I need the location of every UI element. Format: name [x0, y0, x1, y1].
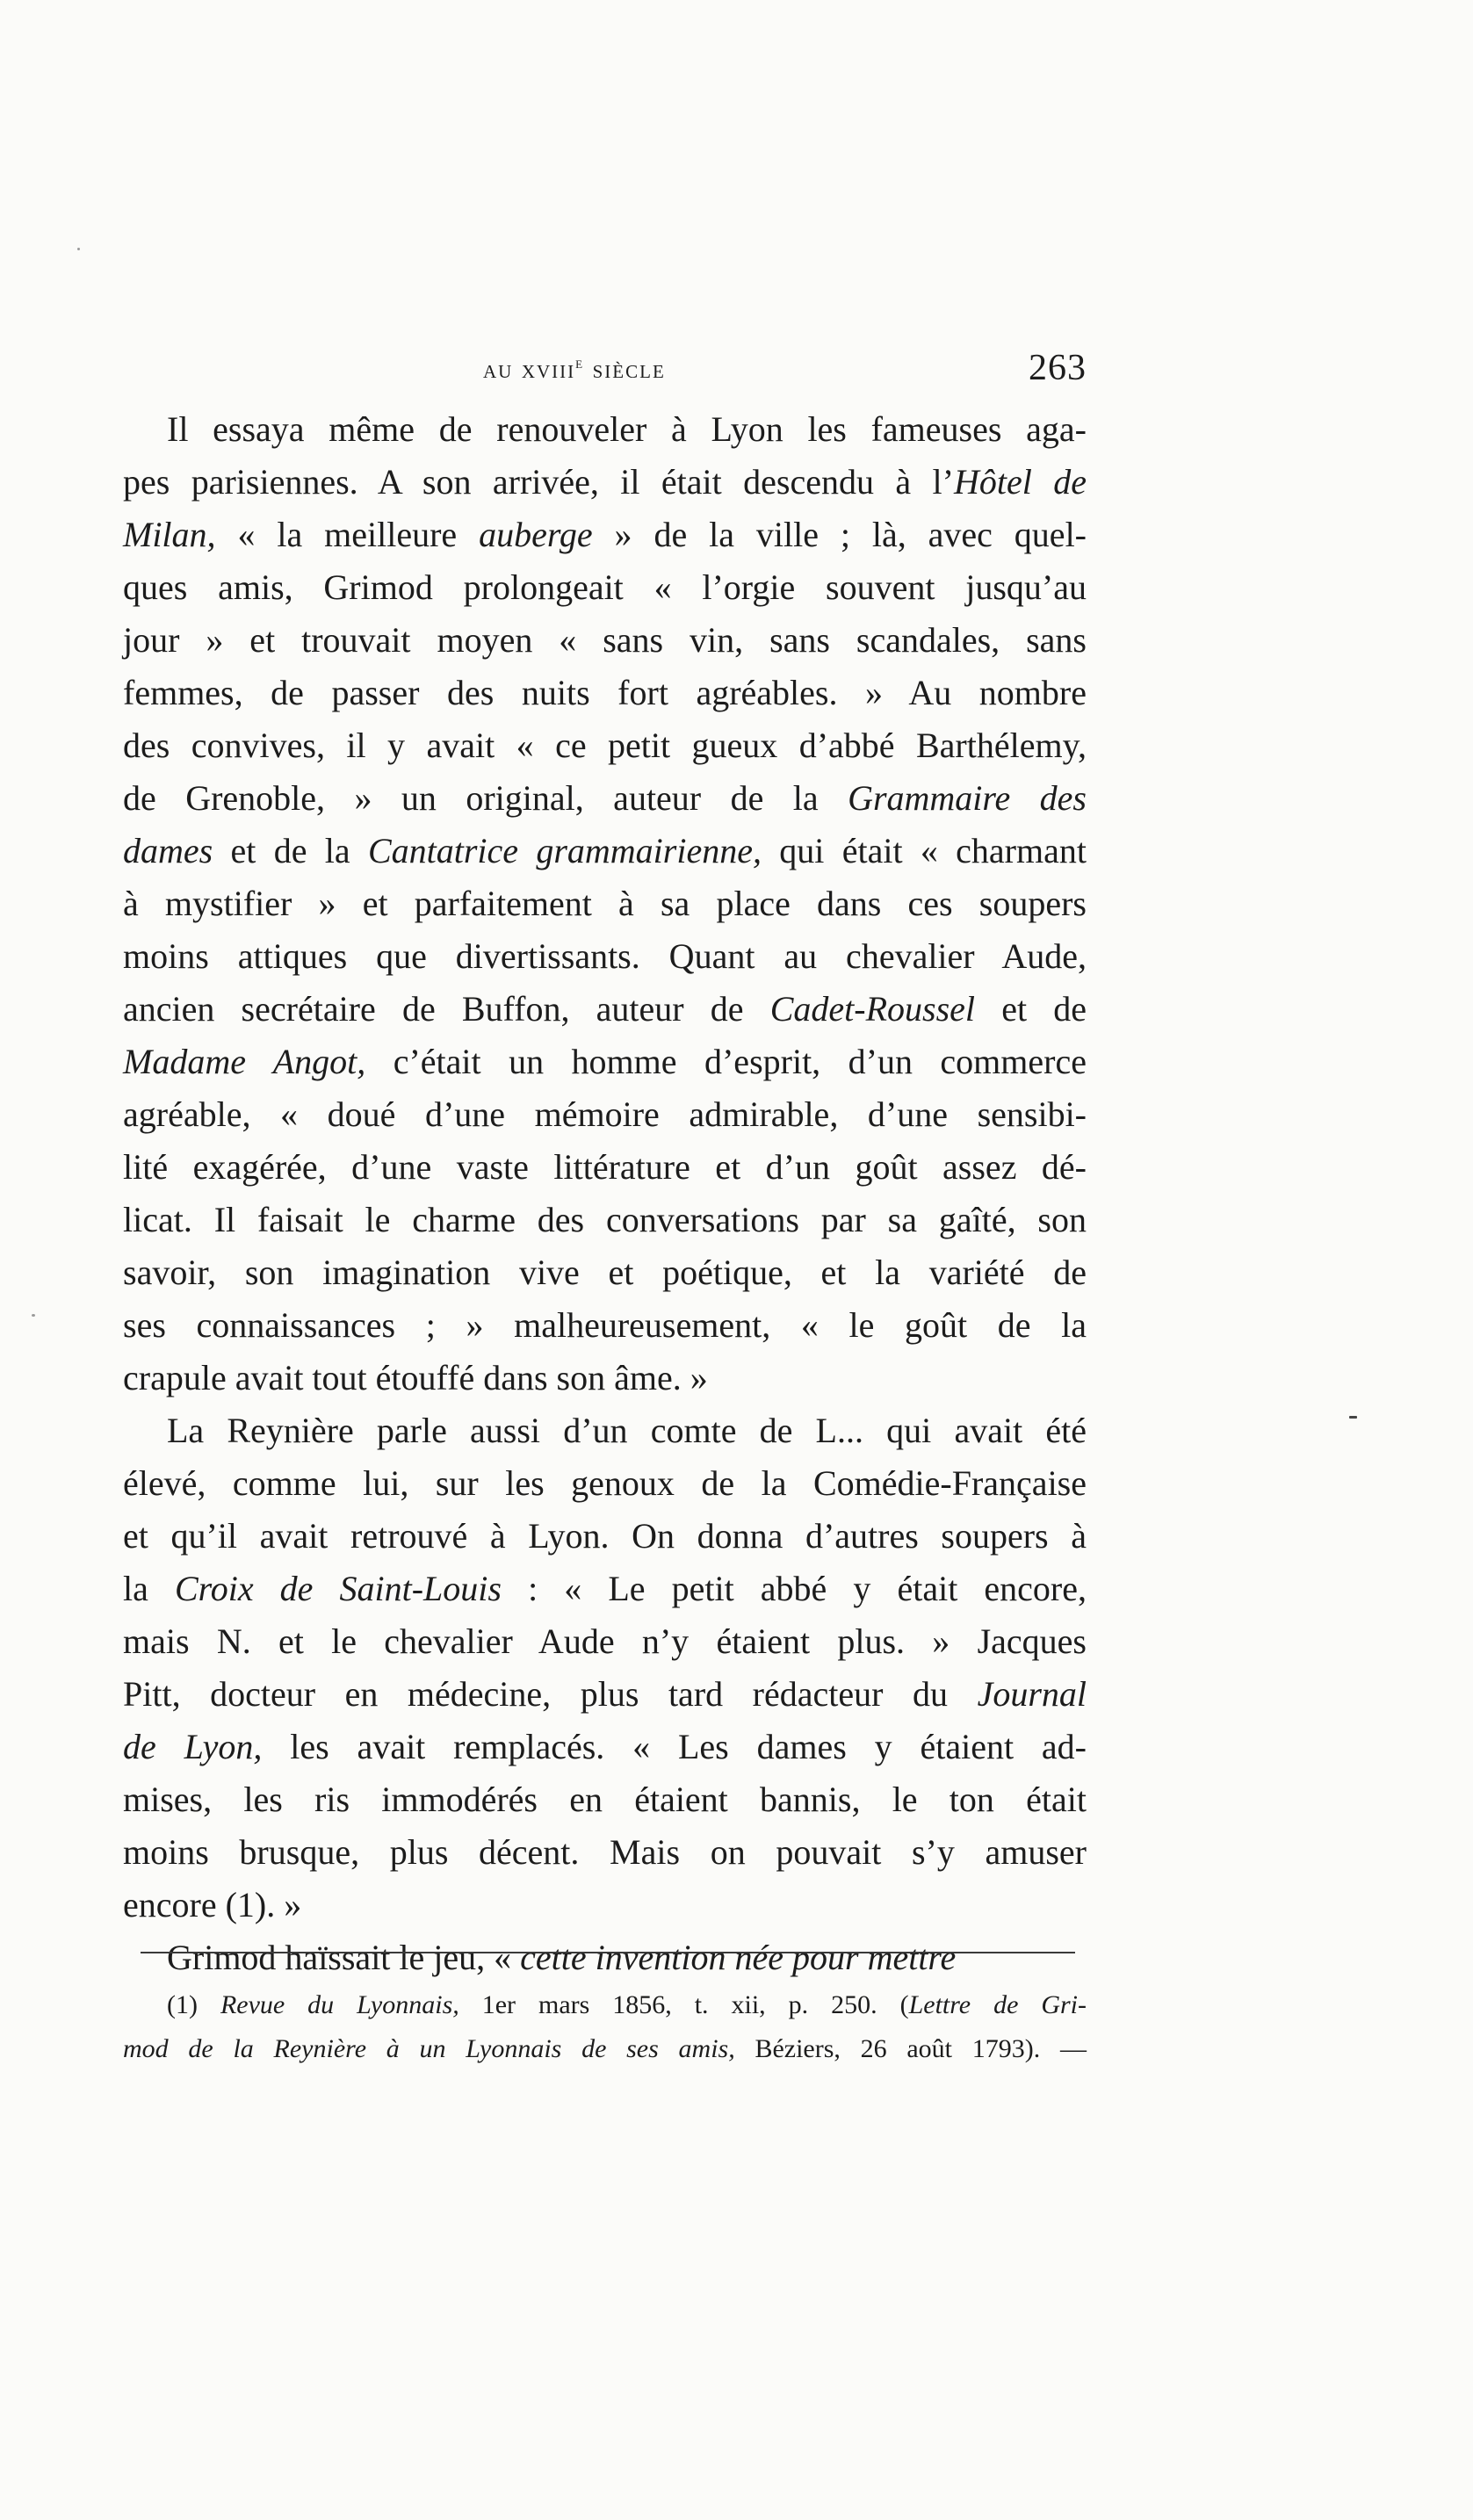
text-line	[123, 1299, 1087, 1352]
italic-segment: Croix de Saint-Louis	[174, 1569, 502, 1608]
italic-segment: Grammaire des	[848, 778, 1087, 818]
text-segment: élevé, comme lui, sur les genoux de la Comédie-Française	[123, 1463, 1087, 1503]
text-line	[123, 1194, 1087, 1246]
text-segment: Il essaya même de renouveler à Lyon les fameuses aga-	[167, 409, 1087, 449]
text-segment: c’était un homme d’esprit, d’un commerce	[365, 1042, 1087, 1081]
text-line	[123, 667, 1087, 719]
running-title-superscript: e	[575, 354, 585, 372]
italic-segment: Cantatrice grammairienne,	[367, 831, 762, 870]
running-title	[483, 354, 666, 385]
italic-segment: dames	[123, 831, 213, 870]
text-segment: « la meilleure	[215, 515, 480, 554]
text-segment: crapule avait tout étouffé dans son âme. »	[123, 1358, 708, 1397]
italic-segment: de Lyon,	[123, 1727, 263, 1766]
text-line	[123, 1036, 1087, 1088]
text-line	[123, 1879, 1087, 1932]
paragraph	[123, 1932, 1087, 1984]
text-line	[123, 456, 1087, 509]
text-line	[123, 1246, 1087, 1299]
italic-segment: Hôtel de	[953, 462, 1087, 502]
italic-segment: Cadet-Roussel	[769, 989, 976, 1029]
text-segment: La Reynière parle aussi d’un comte de L... qui avait été	[167, 1411, 1087, 1450]
italic-segment: cette invention née pour mettre	[520, 1938, 957, 1977]
text-line	[123, 1141, 1087, 1194]
text-segment: 1er mars 1856, t. xii, p. 250. (	[459, 1990, 909, 2019]
italic-segment: Milan,	[123, 515, 216, 554]
text-segment: agréable, « doué d’une mémoire admirable, d’une sensibi-	[123, 1094, 1087, 1134]
text-line	[123, 1615, 1087, 1668]
running-head	[123, 347, 1087, 400]
paragraph	[123, 403, 1087, 1404]
text-line	[123, 561, 1087, 614]
text-line	[123, 1352, 1087, 1404]
text-segment: pes parisiennes. A son arrivée, il était descendu à l’	[123, 462, 954, 502]
text-line	[123, 1932, 1087, 1984]
text-segment: jour » et trouvait moyen « sans vin, sans scandales, sans	[123, 620, 1087, 660]
text-segment: des convives, il y avait « ce petit gueux d’abbé Barthélemy,	[123, 726, 1087, 765]
text-line	[123, 877, 1087, 930]
text-line	[123, 1088, 1087, 1141]
text-line	[123, 1510, 1087, 1563]
running-title-prefix: au xviii	[483, 355, 576, 384]
text-line	[123, 825, 1087, 877]
text-segment: moins attiques que divertissants. Quant au chevalier Aude,	[123, 936, 1087, 976]
text-line	[123, 1983, 1087, 2027]
text-line	[123, 509, 1087, 561]
text-segment: » de la ville ; là, avec quel-	[592, 515, 1087, 554]
text-segment: licat. Il faisait le charme des conversations par sa gaîté, son	[123, 1200, 1087, 1239]
italic-segment: Revue du Lyonnais,	[220, 1990, 459, 2019]
text-segment: qui était « charmant	[761, 831, 1087, 870]
text-segment: : « Le petit abbé y était encore,	[501, 1569, 1087, 1608]
footnote-rule	[141, 1952, 1075, 1953]
text-line	[123, 719, 1087, 772]
text-segment: (1)	[167, 1990, 220, 2019]
text-segment: Pitt, docteur en médecine, plus tard rédacteur du	[123, 1674, 978, 1714]
text-segment: Béziers, 26 août 1793). —	[734, 2034, 1087, 2063]
text-line	[123, 1404, 1087, 1457]
text-segment: mais N. et le chevalier Aude n’y étaient plus. » Jacques	[123, 1621, 1087, 1661]
text-segment: encore (1). »	[123, 1885, 302, 1924]
text-segment: lité exagérée, d’une vaste littérature et d’un goût assez dé-	[123, 1147, 1087, 1187]
text-line	[123, 1457, 1087, 1510]
text-line	[123, 2027, 1087, 2071]
page-number: 263	[1029, 348, 1087, 388]
text-line	[123, 1668, 1087, 1721]
running-title-suffix: siècle	[584, 355, 666, 384]
text-segment: savoir, son imagination vive et poétique, et la variété de	[123, 1253, 1087, 1292]
italic-segment: Journal	[977, 1674, 1087, 1714]
text-segment: ques amis, Grimod prolongeait « l’orgie souvent jusqu’au	[123, 567, 1087, 607]
text-line	[123, 1563, 1087, 1615]
text-line	[123, 930, 1087, 983]
text-segment: à mystifier » et parfaitement à sa place dans ces soupers	[123, 884, 1087, 923]
italic-segment: auberge	[479, 515, 593, 554]
text-segment: la	[123, 1569, 175, 1608]
text-segment: et de	[975, 989, 1087, 1029]
text-segment: femmes, de passer des nuits fort agréables. » Au nombre	[123, 673, 1087, 712]
text-line	[123, 772, 1087, 825]
text-segment: et qu’il avait retrouvé à Lyon. On donna d’autres soupers à	[123, 1516, 1087, 1556]
italic-segment: Lettre de Gri-	[908, 1990, 1087, 2019]
text-segment: et de la	[213, 831, 368, 870]
text-line	[123, 614, 1087, 667]
text-line	[123, 1721, 1087, 1773]
text-line	[123, 983, 1087, 1036]
text-segment: Grimod haïssait le jeu, «	[167, 1938, 521, 1977]
text-segment: les avait remplacés. « Les dames y étaient ad-	[262, 1727, 1087, 1766]
text-segment: moins brusque, plus décent. Mais on pouvait s’y amuser	[123, 1832, 1087, 1872]
paper-speck	[77, 248, 80, 250]
text-segment: ancien secrétaire de Buffon, auteur de	[123, 989, 770, 1029]
italic-segment: mod de la Reynière à un Lyonnais de ses amis,	[123, 2034, 735, 2063]
text-segment: mises, les ris immodérés en étaient bannis, le ton était	[123, 1780, 1087, 1819]
text-line	[123, 1826, 1087, 1879]
italic-segment: Madame Angot,	[123, 1042, 366, 1081]
paper-speck	[1349, 1416, 1357, 1419]
text-segment: de Grenoble, » un original, auteur de la	[123, 778, 848, 818]
text-line	[123, 1773, 1087, 1826]
body-text	[123, 403, 1087, 1984]
footnote	[123, 1983, 1087, 2071]
text-line	[123, 403, 1087, 456]
paragraph	[123, 1404, 1087, 1932]
text-segment: ses connaissances ; » malheureusement, « le goût de la	[123, 1305, 1087, 1345]
paper-speck	[32, 1314, 35, 1317]
